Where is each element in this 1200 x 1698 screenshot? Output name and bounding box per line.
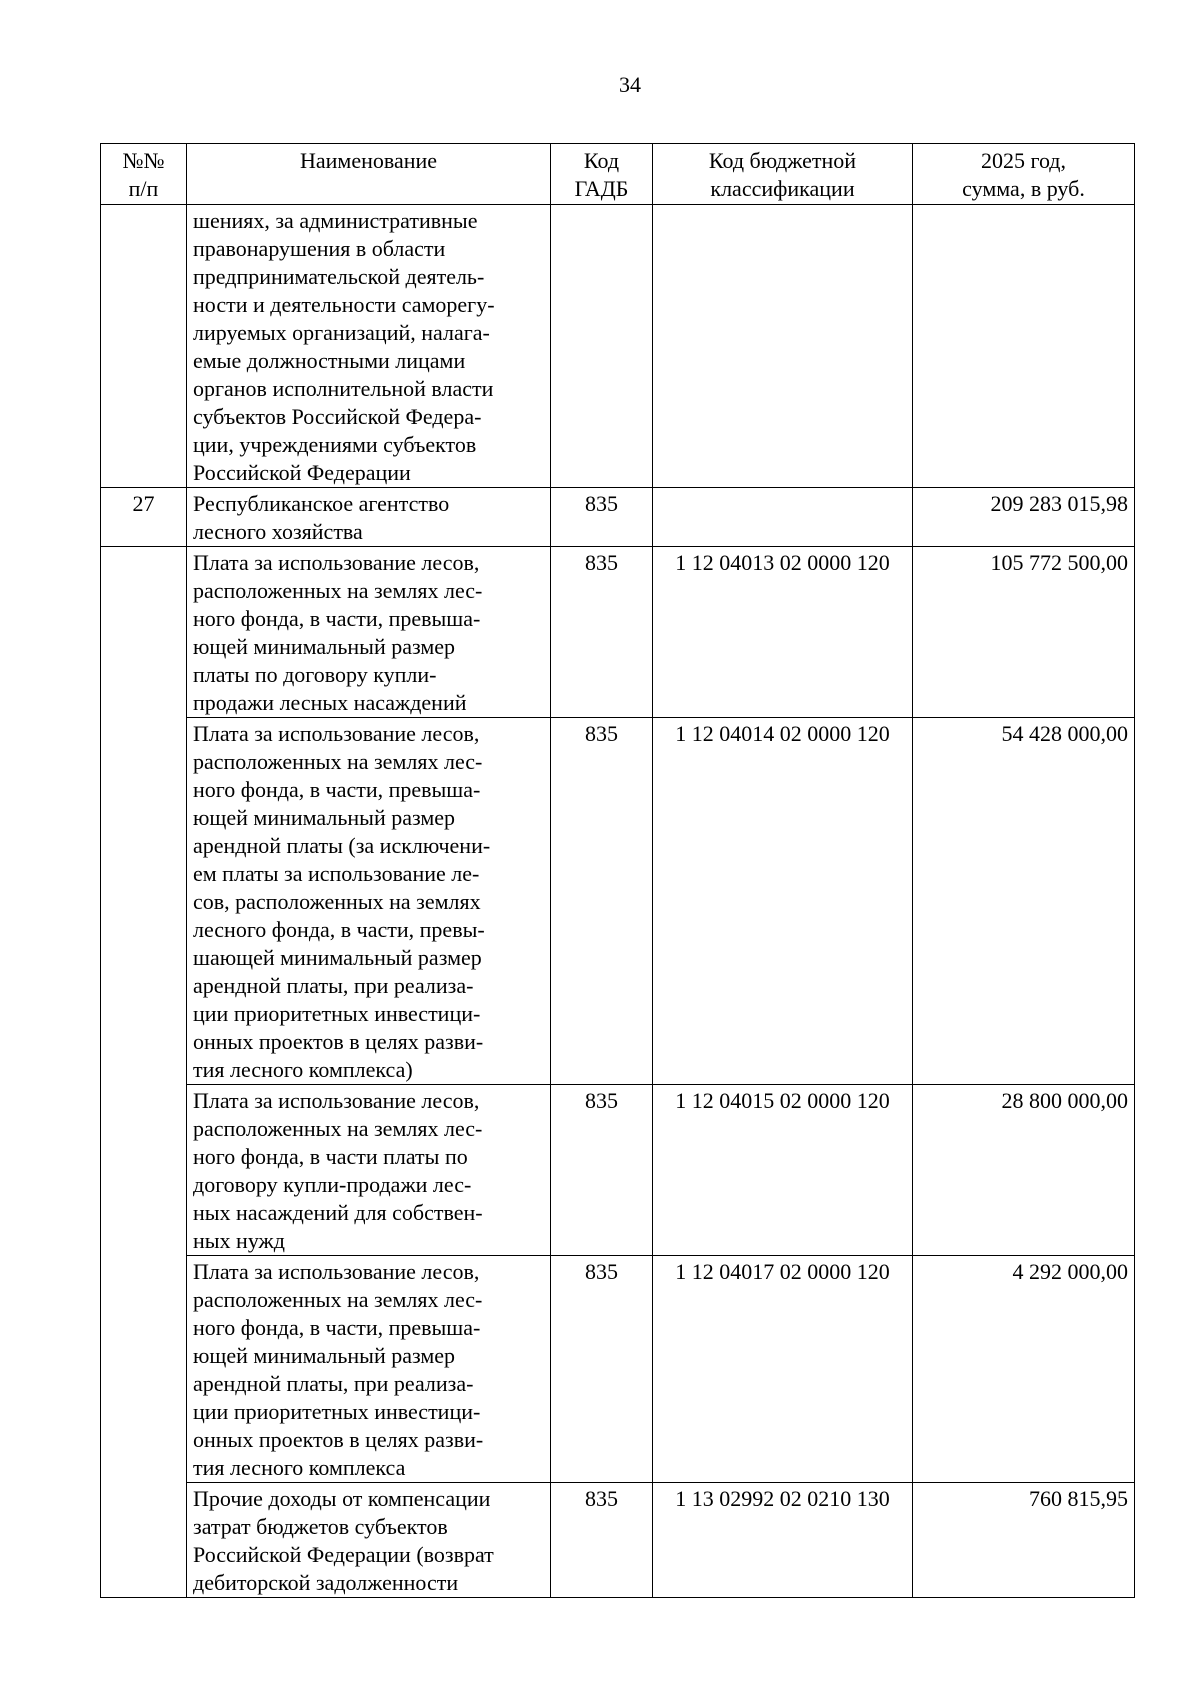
header-kbk-line: классификации (710, 176, 855, 201)
header-num (101, 144, 187, 205)
row-number-cell: 27 (101, 488, 187, 547)
row-name-line: расположенных на землях лес- (193, 578, 483, 603)
row-name-line: ющей минимальный размер (193, 634, 456, 659)
row-kbk-cell: 1 13 02992 02 0210 130 (653, 1483, 913, 1598)
row-name-line: органов исполнительной власти (193, 376, 494, 401)
row-gadb-cell (551, 205, 653, 488)
row-name-line: онных проектов в целях разви- (193, 1427, 484, 1452)
row-gadb-cell: 835 (551, 488, 653, 547)
row-name-line: Прочие доходы от компенсации (193, 1486, 491, 1511)
row-name-line: Плата за использование лесов, (193, 1259, 480, 1284)
header-kbk-line: Код бюджетной (708, 148, 857, 173)
row-name-line: Российской Федерации (193, 460, 411, 485)
row-number-cell (101, 547, 187, 718)
row-name-cell (187, 1483, 551, 1598)
header-gadb-line: ГАДБ (574, 176, 629, 201)
row-name-line: тия лесного комплекса) (193, 1057, 413, 1082)
page-number: 34 (619, 72, 641, 97)
row-name-line: ции, учреждениями субъектов (193, 432, 477, 457)
budget-revenue-table (100, 143, 1135, 1598)
row-name-line: лесного фонда, в части, превы- (193, 917, 485, 942)
row-sum-cell: 4 292 000,00 (913, 1256, 1135, 1483)
row-name-cell (187, 1256, 551, 1483)
row-number-cell (101, 718, 187, 1085)
row-name-line: ного фонда, в части, превыша- (193, 606, 481, 631)
row-kbk-cell: 1 12 04013 02 0000 120 (653, 547, 913, 718)
row-name-line: предпринимательской деятель- (193, 264, 485, 289)
row-name-line: договору купли-продажи лес- (193, 1172, 472, 1197)
row-name-line: емые должностными лицами (193, 348, 466, 373)
row-sum-cell: 209 283 015,98 (913, 488, 1135, 547)
header-name-line: Наименование (299, 148, 438, 173)
row-sum-cell: 760 815,95 (913, 1483, 1135, 1598)
header-gadb (551, 144, 653, 205)
row-name-line: правонарушения в области (193, 236, 446, 261)
row-name-line: Плата за использование лесов, (193, 1088, 480, 1113)
row-number-cell (101, 1483, 187, 1598)
row-name-line: дебиторской задолженности (193, 1570, 459, 1595)
row-name-line: ющей минимальный размер (193, 1343, 456, 1368)
row-name-line: ности и деятельности саморегу- (193, 292, 495, 317)
table-row (101, 1256, 1135, 1483)
row-gadb-cell: 835 (551, 1085, 653, 1256)
row-name-line: онных проектов в целях разви- (193, 1029, 484, 1054)
row-number-cell (101, 205, 187, 488)
row-name-line: ного фонда, в части, превыша- (193, 1315, 481, 1340)
table-row (101, 1483, 1135, 1598)
row-name-line: Плата за использование лесов, (193, 550, 480, 575)
row-name-line: арендной платы, при реализа- (193, 973, 474, 998)
header-name (187, 144, 551, 205)
header-num-line: №№ (122, 148, 165, 173)
row-gadb-cell: 835 (551, 718, 653, 1085)
row-name-line: тия лесного комплекса (193, 1455, 406, 1480)
row-name-line: ных насаждений для собствен- (193, 1200, 483, 1225)
row-gadb-cell: 835 (551, 1483, 653, 1598)
row-sum-cell (913, 205, 1135, 488)
row-name-line: расположенных на землях лес- (193, 1116, 483, 1141)
row-name-line: шениях, за административные (193, 208, 478, 233)
row-name-line: ем платы за использование ле- (193, 861, 480, 886)
row-sum-cell: 105 772 500,00 (913, 547, 1135, 718)
row-name-cell (187, 205, 551, 488)
row-name-line: лесного хозяйства (193, 519, 363, 544)
row-kbk-cell (653, 488, 913, 547)
row-kbk-cell: 1 12 04015 02 0000 120 (653, 1085, 913, 1256)
row-gadb-cell: 835 (551, 1256, 653, 1483)
header-sum-line: 2025 год, (980, 148, 1067, 173)
header-sum-line: сумма, в руб. (962, 176, 1085, 201)
header-sum (913, 144, 1135, 205)
row-name-line: ных нужд (193, 1228, 285, 1253)
row-name-line: Плата за использование лесов, (193, 721, 480, 746)
row-name-line: арендной платы (за исключени- (193, 833, 491, 858)
row-name-line: Российской Федерации (возврат (193, 1542, 494, 1567)
header-num-line: п/п (128, 176, 159, 201)
row-name-line: расположенных на землях лес- (193, 1287, 483, 1312)
row-kbk-cell: 1 12 04014 02 0000 120 (653, 718, 913, 1085)
table-row (101, 547, 1135, 718)
header-kbk (653, 144, 913, 205)
row-name-line: лируемых организаций, налага- (193, 320, 490, 345)
row-kbk-cell (653, 205, 913, 488)
row-name-cell (187, 547, 551, 718)
table-row (101, 488, 1135, 547)
header-gadb-line: Код (583, 148, 620, 173)
row-name-line: продажи лесных насаждений (193, 690, 467, 715)
row-number-cell (101, 1256, 187, 1483)
row-kbk-cell: 1 12 04017 02 0000 120 (653, 1256, 913, 1483)
row-name-cell (187, 488, 551, 547)
row-name-line: ного фонда, в части, превыша- (193, 777, 481, 802)
row-name-cell (187, 1085, 551, 1256)
row-name-line: сов, расположенных на землях (193, 889, 481, 914)
row-name-line: расположенных на землях лес- (193, 749, 483, 774)
row-name-line: ющей минимальный размер (193, 805, 456, 830)
row-name-line: ного фонда, в части платы по (193, 1144, 468, 1169)
row-name-line: арендной платы, при реализа- (193, 1371, 474, 1396)
row-gadb-cell: 835 (551, 547, 653, 718)
row-name-line: Республиканское агентство (193, 491, 450, 516)
table-body (101, 205, 1135, 1598)
row-name-line: платы по договору купли- (193, 662, 437, 687)
row-name-line: ции приоритетных инвестици- (193, 1399, 481, 1424)
row-name-line: субъектов Российской Федера- (193, 404, 482, 429)
row-sum-cell: 54 428 000,00 (913, 718, 1135, 1085)
table-header-row (101, 144, 1135, 205)
row-number-cell (101, 1085, 187, 1256)
row-name-cell (187, 718, 551, 1085)
row-sum-cell: 28 800 000,00 (913, 1085, 1135, 1256)
row-name-line: затрат бюджетов субъектов (193, 1514, 448, 1539)
table-row (101, 205, 1135, 488)
table-row (101, 1085, 1135, 1256)
row-name-line: ции приоритетных инвестици- (193, 1001, 481, 1026)
row-name-line: шающей минимальный размер (193, 945, 482, 970)
table-row (101, 718, 1135, 1085)
